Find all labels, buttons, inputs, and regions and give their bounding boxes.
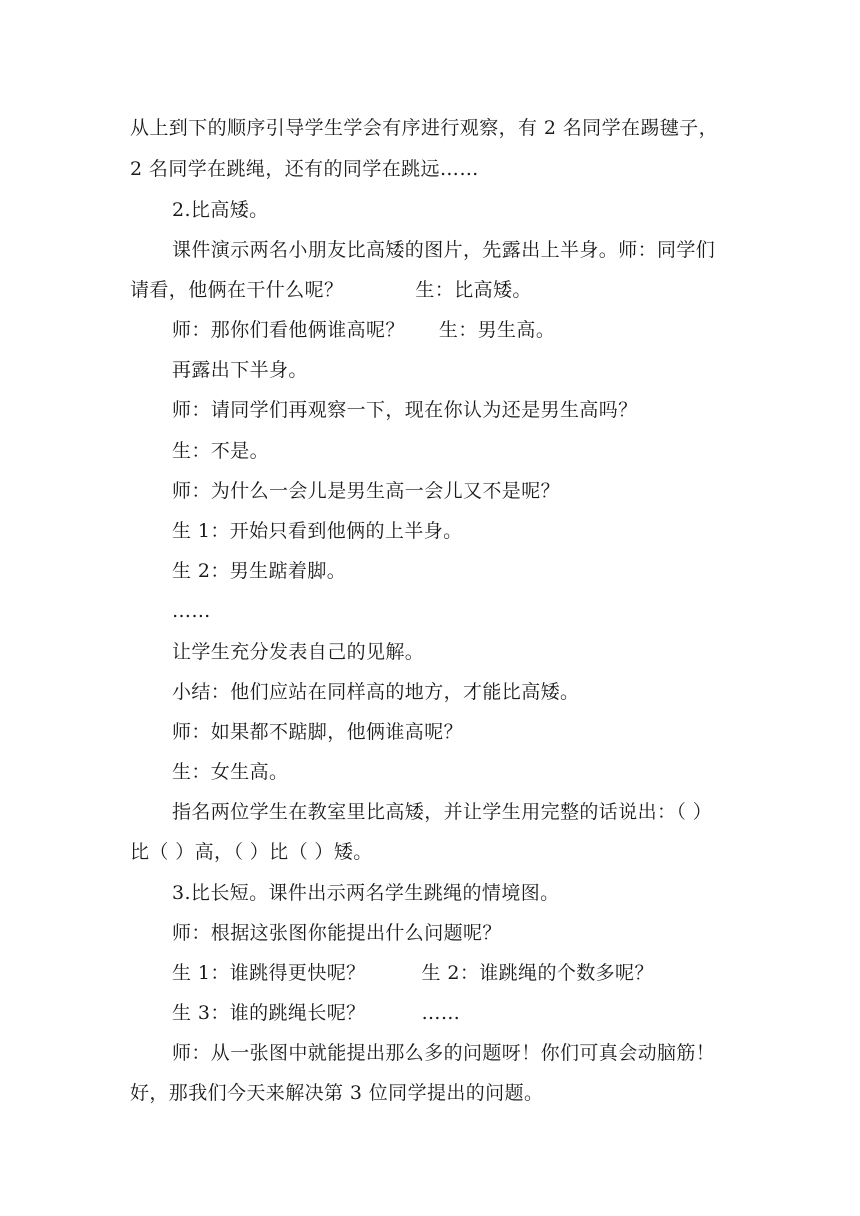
question-text: 请看，他俩在干什么呢？ [130,279,344,301]
section-heading: 2.比高矮。 [172,199,269,221]
paragraph-line [130,270,532,310]
paragraph-line: 课件演示两名小朋友比高矮的图片，先露出上半身。师：同学们 [172,239,716,261]
paragraph-line [172,993,460,1033]
paragraph-line [172,310,555,350]
section-heading: 3.比长短。课件出示两名学生跳绳的情境图。 [172,882,560,904]
paragraph-line: 生 1：开始只看到他俩的上半身。 [172,520,463,542]
student-answer: 生 2：谁跳绳的个数多呢？ [421,962,654,984]
question-text: 师：那你们看他俩谁高呢？ [172,319,405,341]
paragraph-line: 生：不是。 [172,440,270,462]
paragraph-line: 师：如果都不踮脚，他俩谁高呢？ [172,721,464,743]
ellipsis-text: …… [421,1002,461,1024]
paragraph-line: 从上到下的顺序引导学生学会有序进行观察，有 2 名同学在踢毽子， [130,117,718,139]
paragraph-line: 师：请同学们再观察一下，现在你认为还是男生高吗？ [172,399,638,421]
ellipsis-line: …… [172,600,211,622]
paragraph-line: 比（ ）高，（ ）比（ ）矮。 [130,841,373,863]
paragraph-line [172,953,654,993]
answer-text: 生：比高矮。 [415,279,532,301]
paragraph-line: 让学生充分发表自己的见解。 [172,641,425,663]
paragraph-line: 生 2：男生踮着脚。 [172,560,347,582]
paragraph-line: 小结：他们应站在同样高的地方，才能比高矮。 [172,681,580,703]
paragraph-line: 生：女生高。 [172,761,289,783]
paragraph-line: 师：根据这张图你能提出什么问题呢？ [172,922,502,944]
paragraph-line: 师：从一张图中就能提出那么多的问题呀！你们可真会动脑筋！ [172,1042,716,1064]
answer-text: 生：男生高。 [438,319,556,341]
student-answer: 生 3：谁的跳绳长呢？ [172,1002,366,1024]
paragraph-line: 师：为什么一会儿是男生高一会儿又不是呢？ [172,480,561,502]
paragraph-line: 2 名同学在跳绳，还有的同学在跳远…… [130,158,479,180]
student-answer: 生 1：谁跳得更快呢？ [172,962,366,984]
paragraph-line: 好，那我们今天来解决第 3 位同学提出的问题。 [130,1082,544,1104]
paragraph-line: 指名两位学生在教室里比高矮，并让学生用完整的话说出：（ ） [172,801,713,823]
paragraph-line: 再露出下半身。 [172,359,308,381]
